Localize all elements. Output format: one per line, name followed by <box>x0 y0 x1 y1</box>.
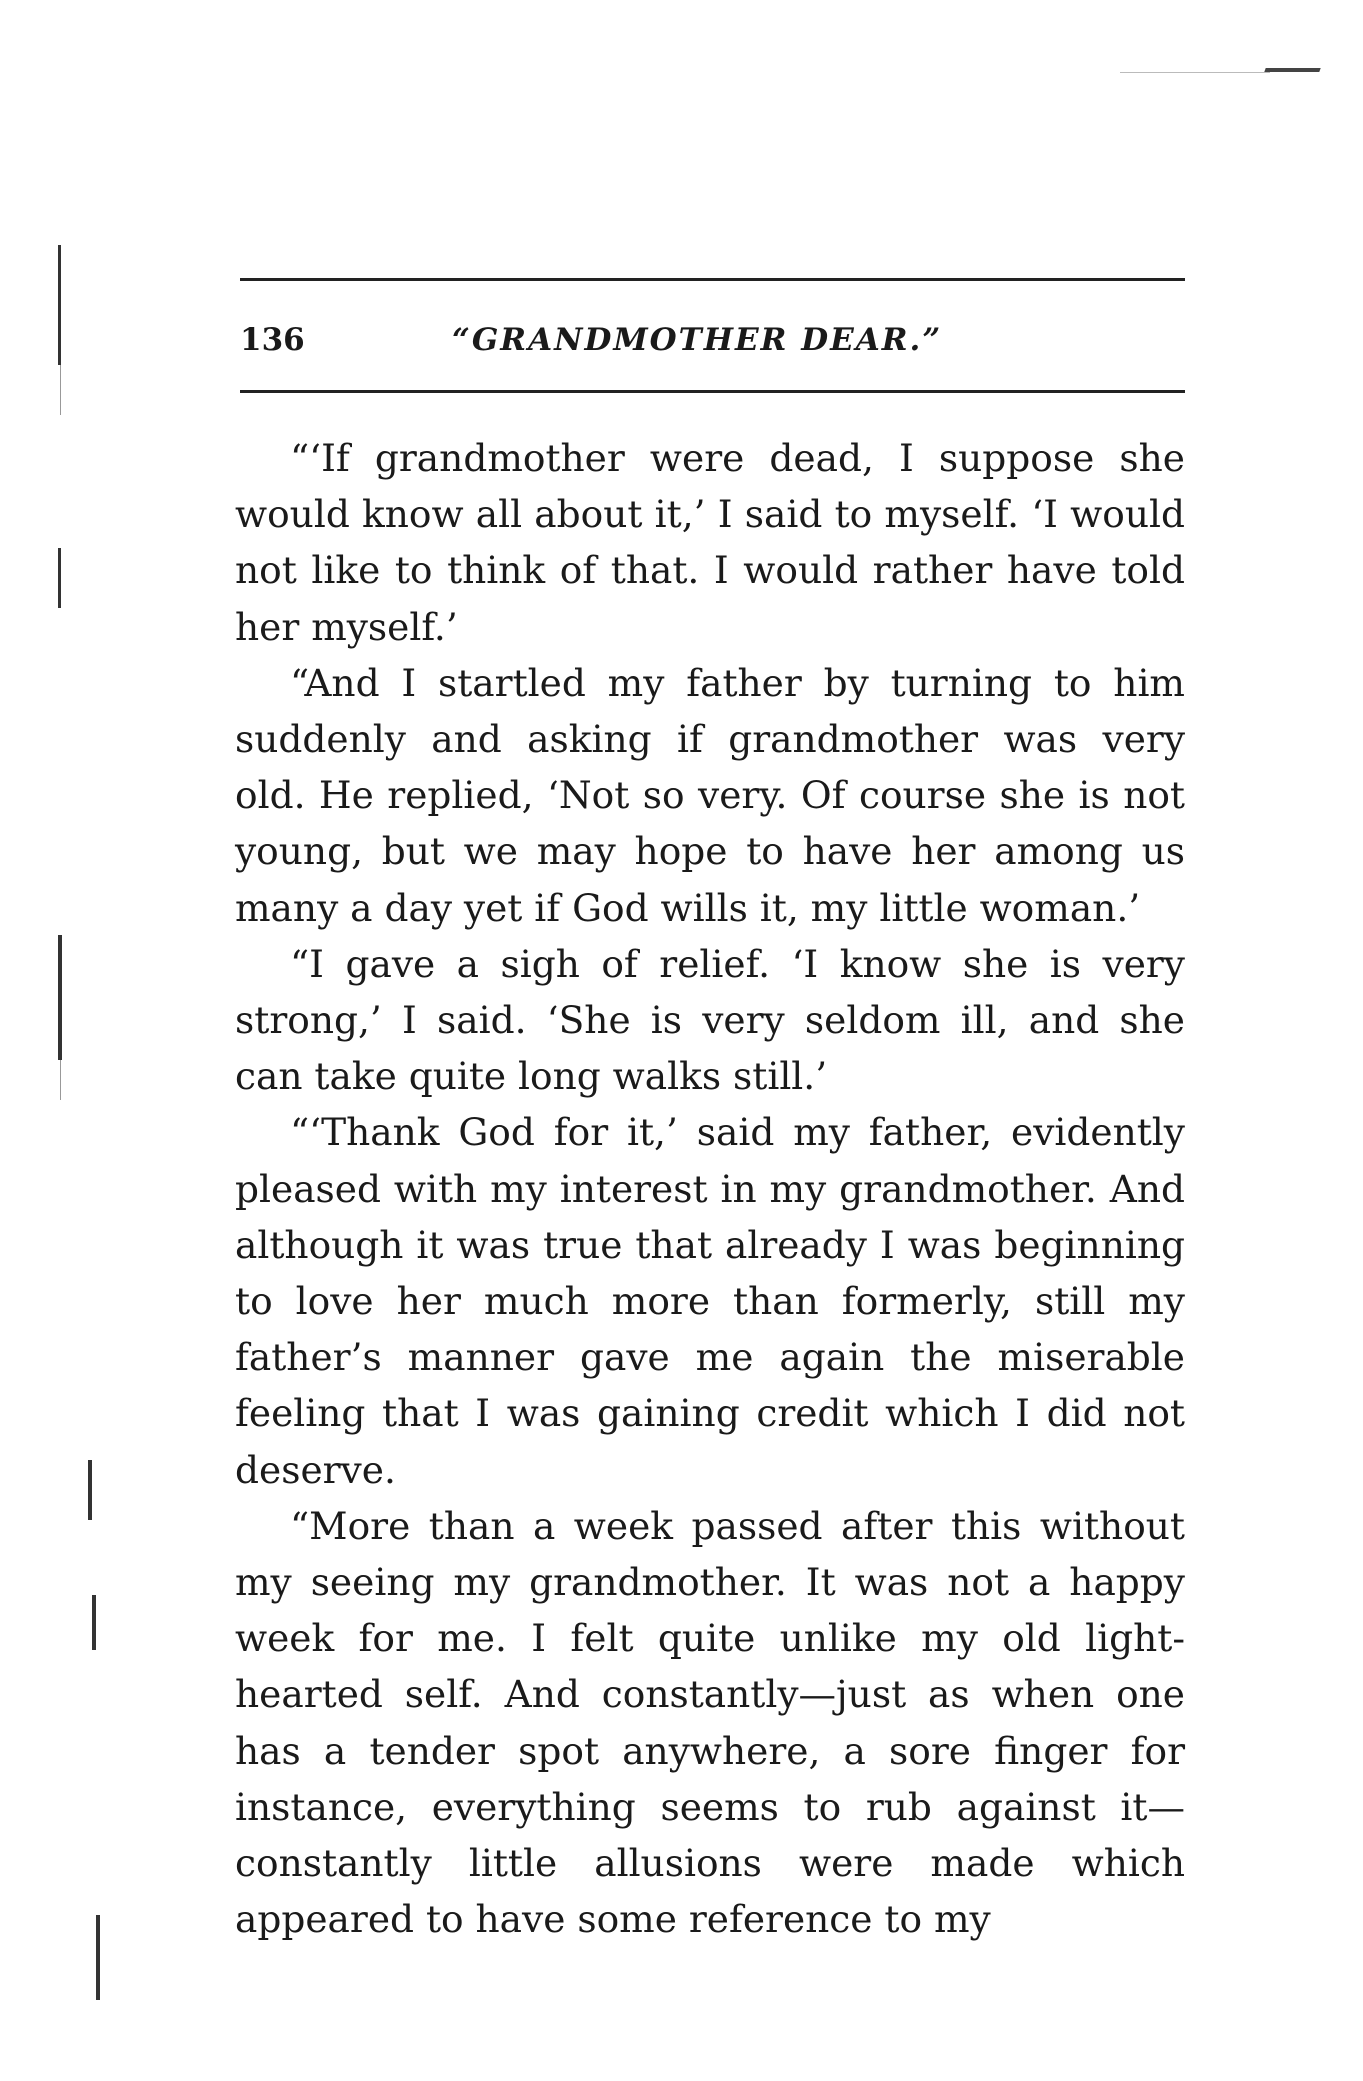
scan-mark-left-5 <box>60 1060 61 1100</box>
header-rule-top <box>240 278 1185 281</box>
paragraph: “I gave a sigh of relief. ‘I know she is very strong,’ I said. ‘She is very seldom ill, and she can take quite long walks still.’ <box>235 941 1185 1099</box>
paragraph: “More than a week passed after this without my seeing my grandmother. It was not a happy week for me. I felt quite unlike my old light-hearted self. And constantly—just as when one has a tender spot anywhere, a sore finger for instance, everything seems to rub against it—constantly little allusions were made which appeared to have some reference to my <box>235 1503 1185 1942</box>
paragraph: “‘If grandmother were dead, I suppose she would know all about it,’ I said to myself. ‘I would not like to think of that. I would rather have told her myself.’ <box>235 436 1185 649</box>
page-number: 136 <box>240 322 305 358</box>
scan-mark-left-7 <box>92 1595 96 1650</box>
scan-mark-top <box>1264 68 1320 72</box>
paragraph: “And I startled my father by turning to him suddenly and asking if grandmother was very old. He replied, ‘Not so very. Of course she is not young, but we may hope to have her among us many a day yet if God wills it, my little woman.’ <box>235 660 1185 930</box>
scan-mark-left-1 <box>58 245 61 365</box>
scan-mark-top-faint <box>1120 72 1270 73</box>
running-title: “GRANDMOTHER DEAR.” <box>452 322 943 358</box>
scan-mark-left-2 <box>60 365 61 415</box>
body-text <box>235 430 1185 1947</box>
page-header <box>240 318 1185 368</box>
scan-mark-left-8 <box>96 1915 100 2000</box>
scan-mark-left-3 <box>58 548 61 608</box>
scan-mark-left-4 <box>58 935 62 1060</box>
header-rule-bottom <box>240 390 1185 393</box>
paragraph: “‘Thank God for it,’ said my father, evidently pleased with my interest in my grandmother. And although it was true that already I was beginning to love her much more than formerly, still my father’s manner gave me again the miserable feeling that I was gaining credit which I did not deserve. <box>235 1110 1185 1492</box>
scan-mark-left-6 <box>88 1460 92 1520</box>
